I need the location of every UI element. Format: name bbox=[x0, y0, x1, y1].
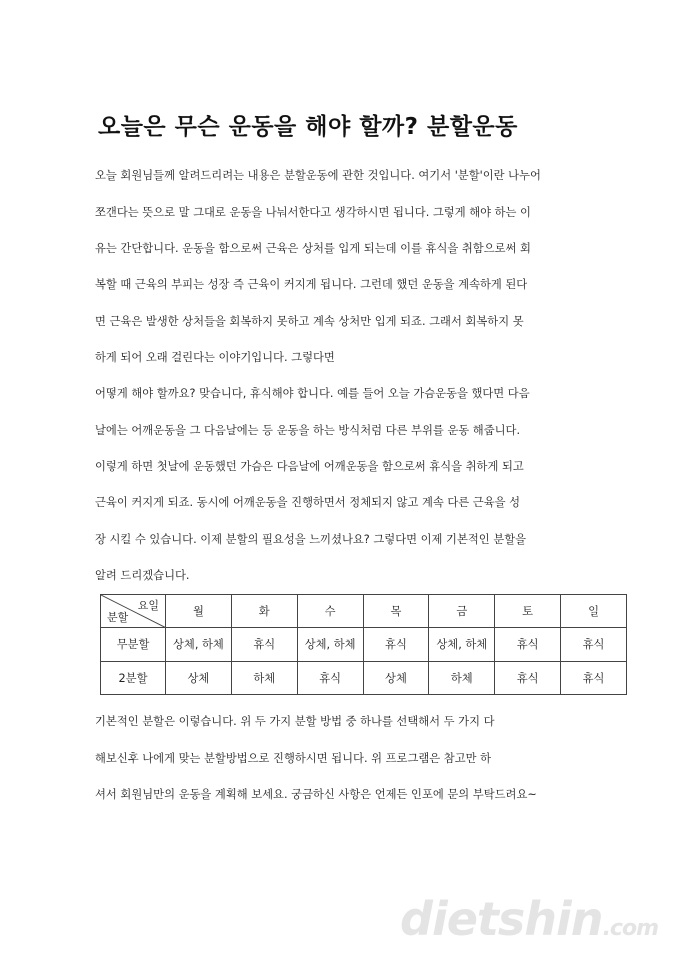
text-line: 복할 때 근육의 부피는 성장 즉 근육이 커지게 됩니다. 그런데 했던 운동을 계속하게 된다 bbox=[95, 278, 528, 291]
day-header: 월 bbox=[166, 595, 232, 628]
table-cell: 상체, 하체 bbox=[429, 628, 495, 661]
table-row bbox=[101, 628, 627, 661]
day-header: 목 bbox=[363, 595, 429, 628]
split-schedule-table bbox=[100, 594, 627, 695]
day-header: 화 bbox=[231, 595, 297, 628]
text-line: 장 시킬 수 있습니다. 이제 분할의 필요성을 느끼셨나요? 그렇다면 이제 기본적인 분할을 bbox=[95, 533, 527, 546]
table-corner-cell bbox=[101, 595, 166, 628]
text-line: 어떻게 해야 할까요? 맞습니다, 휴식해야 합니다. 예를 들어 오늘 가슴운동을 했다면 다음 bbox=[95, 387, 530, 400]
table-cell: 상체 bbox=[166, 661, 232, 694]
text-line: 유는 간단합니다. 운동을 함으로써 근육은 상처를 입게 되는데 이를 휴식을 취함으로써 회 bbox=[95, 242, 531, 255]
table-cell: 휴식 bbox=[495, 628, 561, 661]
text-line: 쪼갠다는 뜻으로 말 그대로 운동을 나눠서한다고 생각하시면 됩니다. 그렇게 해야 하는 이 bbox=[95, 206, 531, 219]
table-cell: 하체 bbox=[429, 661, 495, 694]
site-watermark bbox=[400, 892, 658, 946]
text-line: 알려 드리겠습니다. bbox=[95, 569, 190, 582]
table-cell: 상체, 하체 bbox=[297, 628, 363, 661]
table-cell: 휴식 bbox=[495, 661, 561, 694]
table-header-row bbox=[101, 595, 627, 628]
table-cell: 휴식 bbox=[363, 628, 429, 661]
table-cell: 휴식 bbox=[297, 661, 363, 694]
text-line: 근육이 커지게 되죠. 동시에 어깨운동을 진행하면서 정체되지 않고 계속 다른 근육을 성 bbox=[95, 496, 521, 509]
text-line: 오늘 회원님들께 알려드리려는 내용은 분할운동에 관한 것입니다. 여기서 '분할'이란 나누어 bbox=[95, 169, 541, 182]
page-title: 오늘은 무슨 운동을 해야 할까? 분할운동 bbox=[98, 114, 518, 140]
watermark-suffix: .com bbox=[602, 916, 658, 941]
table-cell: 상체 bbox=[363, 661, 429, 694]
row-label: 2분할 bbox=[101, 661, 166, 694]
day-header: 수 bbox=[297, 595, 363, 628]
row-label: 무분할 bbox=[101, 628, 166, 661]
text-line: 기본적인 분할은 이렇습니다. 위 두 가지 분할 방법 중 하나를 선택해서 두 가지 다 bbox=[95, 715, 495, 728]
text-line: 날에는 어깨운동을 그 다음날에는 등 운동을 하는 방식처럼 다른 부위를 운동 해줍니다. bbox=[95, 424, 521, 437]
table-cell: 휴식 bbox=[561, 628, 627, 661]
table-row bbox=[101, 661, 627, 694]
table-cell: 휴식 bbox=[561, 661, 627, 694]
text-line: 면 근육은 발생한 상처들을 회복하지 못하고 계속 상처만 입게 되죠. 그래서 회복하지 못 bbox=[95, 315, 524, 328]
day-header: 일 bbox=[561, 595, 627, 628]
table-cell: 상체, 하체 bbox=[166, 628, 232, 661]
watermark-text: dietshin bbox=[400, 892, 603, 946]
text-line: 이렇게 하면 첫날에 운동했던 가슴은 다음날에 어깨운동을 함으로써 휴식을 취하게 되고 bbox=[95, 460, 524, 473]
day-header: 금 bbox=[429, 595, 495, 628]
text-line: 하게 되어 오래 걸린다는 이야기입니다. 그렇다면 bbox=[95, 351, 335, 364]
corner-label-split: 분할 bbox=[107, 611, 129, 625]
text-line: 셔서 회원님만의 운동을 계획해 보세요. 궁금하신 사항은 언제든 인포에 문의 부탁드려요~ bbox=[95, 788, 537, 801]
table-cell: 하체 bbox=[231, 661, 297, 694]
corner-label-day: 요일 bbox=[137, 599, 159, 612]
day-header: 토 bbox=[495, 595, 561, 628]
table-cell: 휴식 bbox=[231, 628, 297, 661]
text-line: 해보신후 나에게 맞는 분할방법으로 진행하시면 됩니다. 위 프로그램은 참고만 하 bbox=[95, 752, 492, 765]
